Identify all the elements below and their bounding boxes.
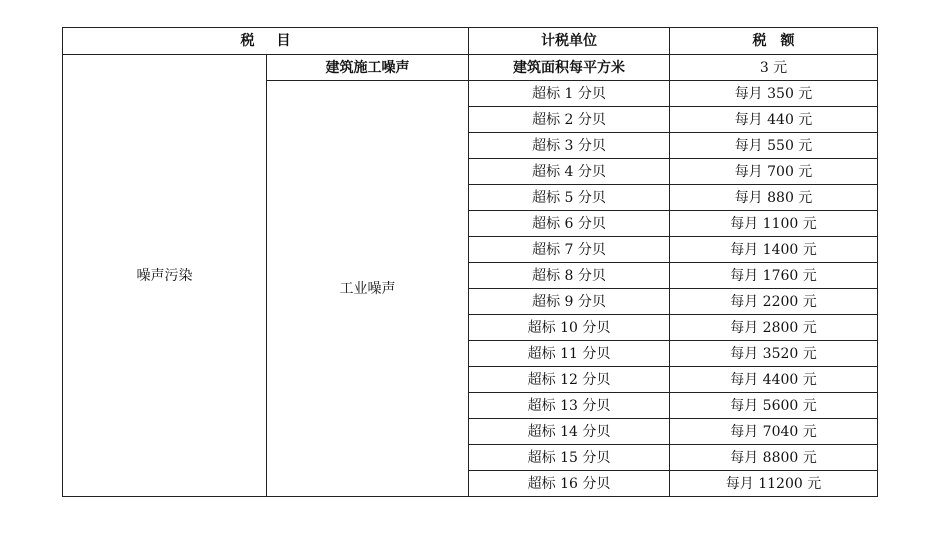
- construction-amount-cell: 3 元: [670, 55, 878, 81]
- industrial-noise-cell: 工业噪声: [267, 81, 469, 497]
- unit-cell: 超标 9 分贝: [469, 289, 670, 315]
- header-row: [63, 28, 878, 55]
- amount-cell: 每月 7040 元: [670, 419, 878, 445]
- unit-cell: 超标 13 分贝: [469, 393, 670, 419]
- noise-tax-table: [62, 27, 878, 497]
- unit-cell: 超标 6 分贝: [469, 211, 670, 237]
- amount-cell: 每月 1760 元: [670, 263, 878, 289]
- amount-cell: 每月 4400 元: [670, 367, 878, 393]
- unit-cell: 超标 11 分贝: [469, 341, 670, 367]
- unit-cell: 超标 5 分贝: [469, 185, 670, 211]
- table-body: [63, 28, 878, 497]
- table-row: [63, 55, 878, 81]
- header-tax-unit: 计税单位: [469, 28, 670, 55]
- header-tax-item-text: 税目: [240, 33, 313, 49]
- amount-cell: 每月 2200 元: [670, 289, 878, 315]
- header-tax-amount-text: 税额: [752, 33, 809, 49]
- unit-cell: 超标 16 分贝: [469, 471, 670, 497]
- amount-cell: 每月 350 元: [670, 81, 878, 107]
- amount-cell: 每月 5600 元: [670, 393, 878, 419]
- amount-cell: 每月 700 元: [670, 159, 878, 185]
- amount-cell: 每月 1100 元: [670, 211, 878, 237]
- amount-cell: 每月 440 元: [670, 107, 878, 133]
- unit-cell: 超标 15 分贝: [469, 445, 670, 471]
- unit-cell: 超标 2 分贝: [469, 107, 670, 133]
- header-tax-amount: [670, 28, 878, 55]
- amount-cell: 每月 11200 元: [670, 471, 878, 497]
- header-tax-item: [63, 28, 469, 55]
- category-cell: 噪声污染: [63, 55, 267, 497]
- unit-cell: 超标 8 分贝: [469, 263, 670, 289]
- amount-cell: 每月 3520 元: [670, 341, 878, 367]
- unit-cell: 超标 7 分贝: [469, 237, 670, 263]
- construction-noise-cell: 建筑施工噪声: [267, 55, 469, 81]
- unit-cell: 超标 3 分贝: [469, 133, 670, 159]
- unit-cell: 超标 14 分贝: [469, 419, 670, 445]
- amount-cell: 每月 880 元: [670, 185, 878, 211]
- unit-cell: 超标 4 分贝: [469, 159, 670, 185]
- unit-cell: 超标 1 分贝: [469, 81, 670, 107]
- amount-cell: 每月 1400 元: [670, 237, 878, 263]
- unit-cell: 超标 10 分贝: [469, 315, 670, 341]
- unit-cell: 超标 12 分贝: [469, 367, 670, 393]
- amount-cell: 每月 8800 元: [670, 445, 878, 471]
- amount-cell: 每月 550 元: [670, 133, 878, 159]
- construction-unit-cell: 建筑面积每平方米: [469, 55, 670, 81]
- amount-cell: 每月 2800 元: [670, 315, 878, 341]
